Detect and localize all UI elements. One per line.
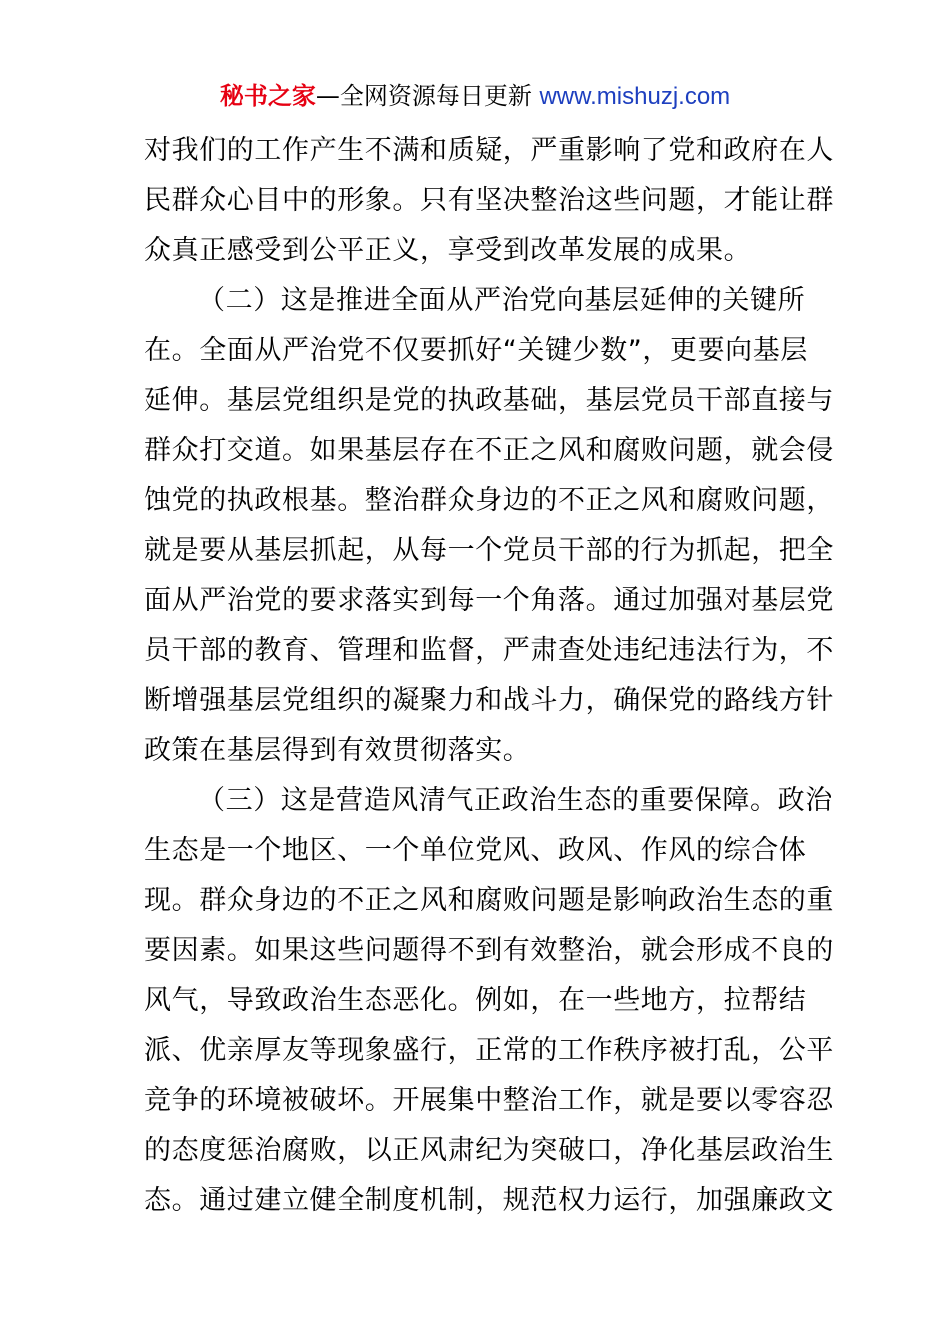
site-header bbox=[0, 79, 950, 114]
text-line: 员干部的教育、管理和监督，严肃查处违纪违法行为，不 bbox=[144, 635, 834, 666]
text-line: 群众打交道。如果基层存在不正之风和腐败问题，就会侵 bbox=[144, 435, 834, 466]
text-line: 态。通过建立健全制度机制，规范权力运行，加强廉政文 bbox=[144, 1185, 834, 1216]
section-heading-3: （三）这是营造风清气正政治生态的重要保障。政治 bbox=[198, 785, 833, 816]
text-line: 现。群众身边的不正之风和腐败问题是影响政治生态的重 bbox=[144, 885, 834, 916]
text-line: 在。全面从严治党不仅要抓好“关键少数”，更要向基层 bbox=[144, 335, 808, 366]
text-line: 竞争的环境被破坏。开展集中整治工作，就是要以零容忍 bbox=[144, 1085, 834, 1116]
text-line: 对我们的工作产生不满和质疑，严重影响了党和政府在人 bbox=[144, 135, 834, 166]
text-line: 的态度惩治腐败，以正风肃纪为突破口，净化基层政治生 bbox=[144, 1135, 834, 1166]
text-line: 就是要从基层抓起，从每一个党员干部的行为抓起，把全 bbox=[144, 535, 834, 566]
text-line: 风气，导致政治生态恶化。例如，在一些地方，拉帮结 bbox=[144, 985, 807, 1016]
text-line: 延伸。基层党组织是党的执政基础，基层党员干部直接与 bbox=[144, 385, 834, 416]
text-line: 生态是一个地区、一个单位党风、政风、作风的综合体 bbox=[144, 835, 807, 866]
text-line: 要因素。如果这些问题得不到有效整治，就会形成不良的 bbox=[144, 935, 834, 966]
text-line: 蚀党的执政根基。整治群众身边的不正之风和腐败问题， bbox=[144, 485, 834, 516]
document-body bbox=[144, 126, 834, 1226]
text-line: 派、优亲厚友等现象盛行，正常的工作秩序被打乱，公平 bbox=[144, 1035, 834, 1066]
text-line: 民群众心目中的形象。只有坚决整治这些问题，才能让群 bbox=[144, 185, 834, 216]
text-line: 断增强基层党组织的凝聚力和战斗力，确保党的路线方针 bbox=[144, 685, 834, 716]
section-heading-2: （二）这是推进全面从严治党向基层延伸的关键所 bbox=[198, 285, 806, 316]
site-url-link[interactable]: www.mishuzj.com bbox=[539, 83, 731, 110]
text-line: 面从严治党的要求落实到每一个角落。通过加强对基层党 bbox=[144, 585, 834, 616]
site-tagline: —全网资源每日更新 bbox=[315, 82, 540, 110]
text-line: 政策在基层得到有效贯彻落实。 bbox=[144, 735, 531, 766]
site-brand: 秘书之家 bbox=[219, 82, 316, 110]
text-line: 众真正感受到公平正义，享受到改革发展的成果。 bbox=[144, 235, 752, 266]
